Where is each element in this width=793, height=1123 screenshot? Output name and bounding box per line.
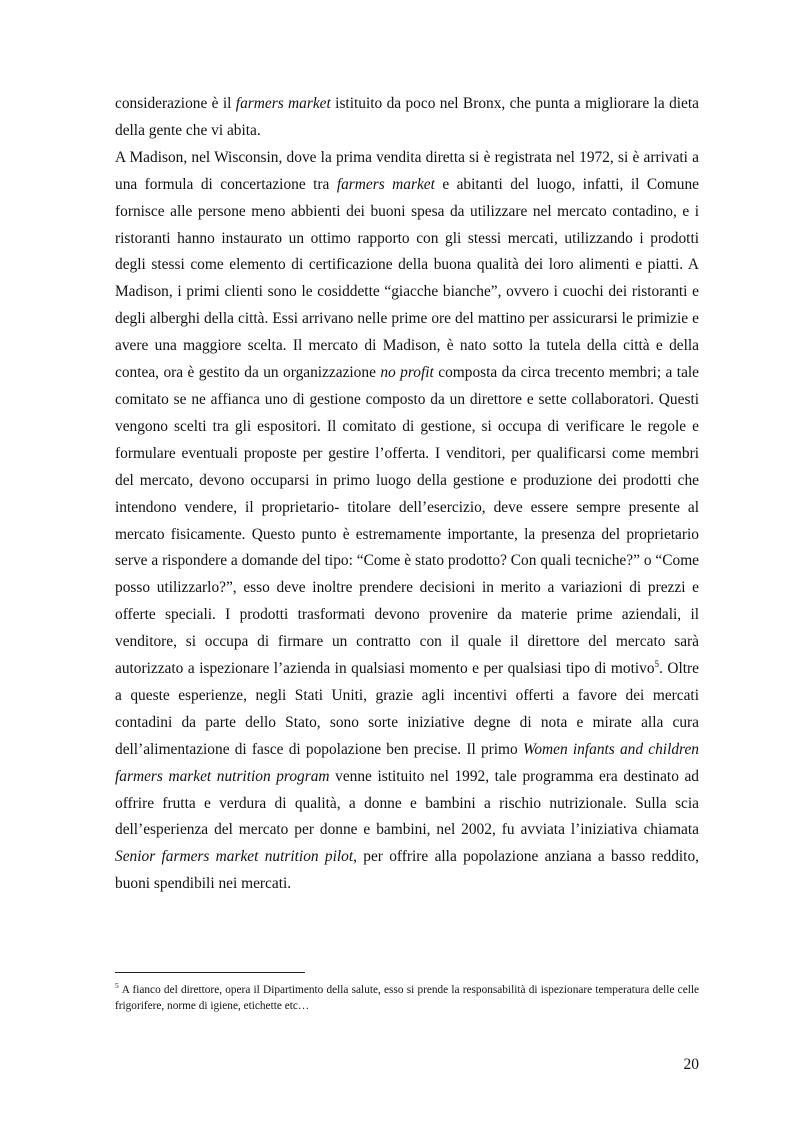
italic-term: farmers market	[336, 175, 435, 193]
footnote-text: A fianco del direttore, opera il Dipartimento della salute, esso si prende la responsabilità di ispezionare temperatura delle celle frigorifere, norme di igiene, etichette etc…	[115, 984, 699, 1012]
italic-term: farmers market	[235, 95, 331, 112]
page-number: 20	[683, 1056, 699, 1073]
paragraph-1: considerazione è il farmers market istituito da poco nel Bronx, che punta a migliorare la dieta della gente che vi abita.	[115, 95, 699, 139]
footnote-reference[interactable]: 5	[654, 659, 660, 670]
footnote	[115, 983, 699, 1014]
footnote-divider	[115, 972, 305, 973]
italic-term: Women infants and children farmers market nutrition program	[115, 740, 699, 785]
italic-term: Senior farmers market nutrition pilot	[115, 848, 354, 866]
paragraph-2: A Madison, nel Wisconsin, dove la prima vendita diretta si è registrata nel 1972, si è arrivati a una formula di concertazione tra farmers market e abitanti del luogo, infatti, il Comune fornisce alle persone meno abbienti dei buoni spesa da utilizzare nel mercato contadino, e i ristoranti hanno instaurato un ottimo rapporto con gli stessi mercati, utilizzando i prodotti degli stessi come elemento di certificazione della buona qualità dei loro alimenti e piatti. A Madison, i primi clienti sono le cosiddette “giacche bianche”, ovvero i cuochi dei ristoranti e degli alberghi della città. Essi arrivano nelle prime ore del mattino per assicurarsi le primizie e avere una maggiore scelta. Il mercato di Madison, è nato sotto la tutela della città e della contea, ora è gestito da un organizzazione no profit composta da circa trecento membri; a tale comitato se ne affianca uno di gestione composto da un direttore e sette collaboratori. Questi vengono scelti tra gli espositori. Il comitato di gestione, si occupa di verificare le regole e formulare eventuali proposte per gestire l’offerta. I venditori, per qualificarsi come membri del mercato, devono occuparsi in primo luogo della gestione e produzione dei prodotti che intendono vendere, il proprietario- titolare dell’esercizio, deve essere sempre presente al mercato fisicamente. Questo punto è estremamente importante, la presenza del proprietario serve a rispondere a domande del tipo: “Come è stato prodotto? Con quali tecniche?” o “Come posso utilizzarlo?”, esso deve inoltre prendere decisioni in merito a variazioni di prezzi e offerte speciali. I prodotti trasformati devono provenire da materie prime aziendali, il venditore, si occupa di firmare un contratto con il quale il direttore del mercato sarà autorizzato a ispezionare l’azienda in qualsiasi momento e per qualsiasi tipo di motivo$^5$. Oltre a queste esperienze, negli Stati Uniti, grazie agli incentivi offerti a favore dei mercati contadini da parte dello Stato, sono sorte iniziative degne di nota e mirate alla cura dell’alimentazione di fasce di popolazione ben precise. Il primo Women infants and children farmers market nutrition program venne istituito nel 1992, tale programma era destinato ad offrire frutta e verdura di qualità, a donne e bambini a rischio nutrizionale. Sulla scia dell’esperienza del mercato per donne e bambini, nel 2002, fu avviata l’iniziativa chiamata Senior farmers market nutrition pilot, per offrire alla popolazione anziana a basso reddito, buoni spendibili nei mercati.	[115, 148, 700, 893]
italic-term: no profit	[380, 364, 434, 382]
body-text	[115, 91, 699, 898]
footnote-number: 5	[115, 981, 119, 990]
